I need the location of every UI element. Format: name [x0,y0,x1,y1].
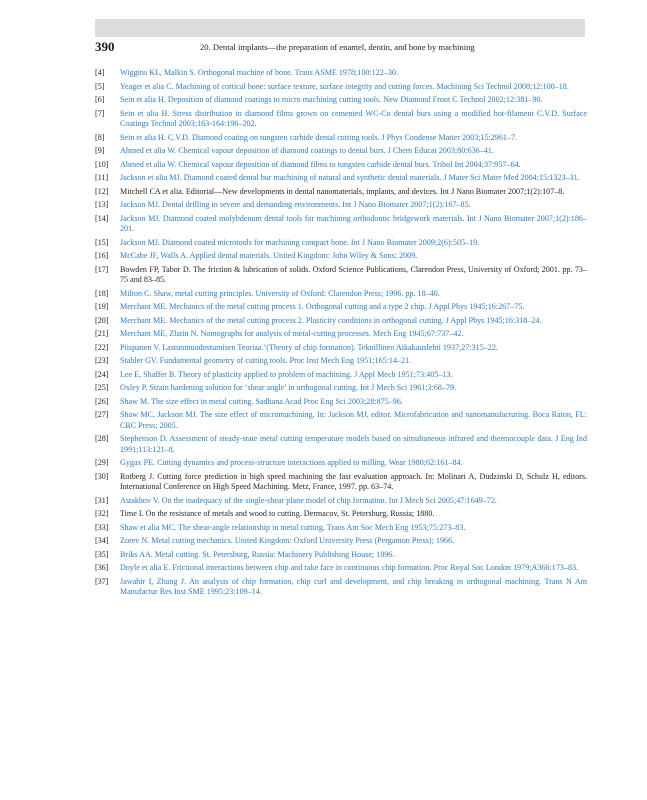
reference-link[interactable]: Ahmed et alia W. Chemical vapour deposition of diamond films to tungsten carbide dental burs. Tribol Int 2004;37:957–64. [120,159,521,169]
reference-item [95,563,587,574]
reference-item [95,289,587,300]
reference-link[interactable]: Jawahir I, Zhang J. An analysis of chip formation, chip curl and development, and chip breaking in orthogonal machining. Trans N Am Manufactur Res Inst SME 1995;23:109–14. [120,576,587,596]
reference-link[interactable]: Jackson MJ. Diamond coated molybdenum dental tools for machining orthodontic bridgework materials. Int J Nano Biomater 2007;1(2):186–201. [120,213,587,233]
reference-number: [31] [95,495,109,505]
reference-number: [10] [95,159,109,169]
reference-text: Rotberg J. Cutting force prediction in high speed machining the fast evaluation approach. In: Molinari A, Dudzinski D, Schulz H, editors. International Conference on High Speed Machining. Metz, France, 1997. pp. 63–74. [120,471,587,491]
reference-link[interactable]: Sein et alia H. Stress distribution in diamond films grown on cemented WC-Co dental burs using a modified hot-filament C.V.D. Surface Coatings Technol 2003;163-164:196–202. [120,108,587,128]
reference-item [95,472,587,493]
reference-link[interactable]: Yeager et alia C. Machining of cortical bone: surface texture, surface integrity and cutting forces. Machining Sci Technol 2008;12:100–18. [120,81,569,91]
reference-number: [22] [95,342,109,352]
reference-number: [6] [95,95,105,104]
reference-link[interactable]: Zorev N. Metal cutting mechanics. United Kingdom: Oxford University Press (Pergamon Press); 1966. [120,536,455,545]
reference-number: [8] [95,132,105,142]
reference-link[interactable]: Lee E, Shaffer B. Theory of plasticity applied to problem of machining. J Appl Mech 1951;73:405–13. [120,369,453,379]
reference-item [95,536,587,547]
reference-item [95,316,587,327]
reference-number: [34] [95,536,109,545]
reference-link[interactable]: Ahmed et alia W. Chemical vapour deposition of diamond coatings to dental burs. J Chem Educat 2003;80:636–41. [120,146,494,155]
reference-link[interactable]: Merchant ME, Zlatin N. Nomographs for analysis of metal-cutting processes. Mech Eng 1945;67:737–42. [120,329,464,338]
reference-item [95,329,587,340]
reference-link[interactable]: Piispanen V. Lastunmuodostumisen Teoriaa.’(Theory of chip formation). Teknillinen Aikakauslehti 1937;27:315–22. [120,342,498,352]
reference-number: [26] [95,396,109,406]
reference-item [95,343,587,354]
reference-item [95,200,587,211]
reference-link[interactable]: McCabe JF, Walls A. Applied dental materials. United Kingdom: John Wiley & Sons; 2009. [120,251,418,260]
reference-number: [18] [95,288,109,298]
reference-number: [37] [95,576,109,586]
reference-number: [25] [95,383,109,392]
reference-link[interactable]: Gygax PE. Cutting dynamics and process-structure interactions applied to milling. Wear 1980;62:161–84. [120,458,463,467]
reference-item [95,133,587,144]
reference-link[interactable]: Sein et alia H. Deposition of diamond coatings to micro machining cutting tools. New Diamond Front C Technol 2002;12:381–90. [120,95,543,104]
reference-item [95,68,587,79]
reference-item [95,550,587,561]
reference-item [95,383,587,394]
reference-number: [20] [95,315,109,325]
reference-number: [29] [95,458,109,467]
reference-item [95,173,587,184]
reference-list [95,68,587,601]
reference-link[interactable]: Milton C. Shaw, metal cutting principles. University of Oxford: Clarendon Press; 1996. pp. 18–46. [120,288,440,298]
reference-item [95,238,587,249]
reference-item [95,95,587,106]
reference-number: [35] [95,549,109,559]
reference-number: [7] [95,108,105,118]
reference-number: [4] [95,68,105,77]
reference-link[interactable]: Merchant ME. Mechanics of the metal cutting process 2. Plasticity conditions in orthogonal cutting. J Appl Phys 1945;16:318–24. [120,315,542,325]
reference-number: [14] [95,213,109,223]
reference-link[interactable]: Jackson MJ. Diamond coated microtools for machining compact bone. Int J Nano Biomater 2009;2(6):505–19. [120,237,480,247]
reference-link[interactable]: Shaw et alia MC. The shear-angle relationship in metal cutting. Trans Am Soc Mech Eng 1953;75:273–83. [120,522,466,532]
reference-item [95,251,587,262]
reference-link[interactable]: Briks AA. Metal cutting. St. Petersburg, Russia: Machinery Publishing House; 1896. [120,549,395,559]
reference-item [95,577,587,598]
reference-item [95,458,587,469]
reference-number: [19] [95,302,109,311]
reference-link[interactable]: Shaw M. The size effect in metal cutting. Sadhana Acad Proc Eng Sci 2003;28:875–96. [120,396,403,406]
reference-link[interactable]: Stephenson D. Assessment of steady-state metal cutting temperature models based on simultaneous infrared and thermocouple data. J Eng Ind 1991;113:121–8. [120,434,587,454]
reference-link[interactable]: Merchant ME. Mechanics of the metal cutting process 1. Orthogonal cutting and a type 2 chip. J Appl Phys 1945;16:267–75. [120,302,525,311]
reference-text: Time I. On the resistance of metals and wood to cutting. Dermacov, St. Petersburg, Russia; 1880. [120,509,435,518]
reference-link[interactable]: Sein et alia H. C.V.D. Diamond coating on tungsten carbide dental cutting tools. J Phys Condense Matter 2003;15:2961–7. [120,132,518,142]
reference-number: [13] [95,200,109,209]
reference-number: [12] [95,186,109,196]
reference-item [95,509,587,520]
reference-item [95,523,587,534]
reference-link[interactable]: Jackson MJ. Dental drilling in severe and demanding environments. Int J Nano Biomater 2007;1(2):167–85. [120,200,471,209]
reference-item [95,187,587,198]
reference-item [95,370,587,381]
reference-text: Bowden FP, Tabor D. The friction & lubrication of solids. Oxford Science Publications, Clarendon Press, University of Oxford; 2001. pp. 73–75 and 83–85. [120,264,587,284]
reference-number: [33] [95,522,109,532]
reference-number: [16] [95,251,109,260]
reference-item [95,146,587,157]
reference-number: [27] [95,410,109,419]
header-bar [95,19,585,37]
reference-number: [30] [95,471,109,481]
reference-link[interactable]: Wiggins KL, Malkin S. Orthogonal machine of bone. Trans ASME 1978;100:122–30. [120,68,399,77]
reference-number: [21] [95,329,109,338]
reference-text: Mitchell CA et alia. Editorial—New developments in dental nanomaterials, implants, and devices. Int J Nano Biomater 2007;1(2):107–8. [120,186,565,196]
reference-number: [36] [95,563,109,572]
reference-item [95,397,587,408]
reference-item [95,160,587,171]
running-head: 20. Dental implants—the preparation of enamel, dentin, and bone by machining [200,42,475,52]
reference-item [95,302,587,313]
reference-link[interactable]: Shaw MC, Jackson MJ. The size effect of micromachining. In: Jackson MJ, editor. Microfabrication and nanomanufacturing. Boca Raton, FL: CRC Press; 2005. [120,410,587,430]
reference-number: [9] [95,146,105,155]
reference-number: [28] [95,434,109,443]
reference-number: [24] [95,369,109,379]
reference-link[interactable]: Astakhov V. On the inadequacy of the single-shear plane model of chip formation. Int J Mech Sci 2005;47:1649–72. [120,495,497,505]
reference-link[interactable]: Jackson et alia MJ. Diamond coated dental bur machining of natural and synthetic dental materials. J Mater Sci Mater Med 2004;15:1323–31. [120,173,580,182]
reference-number: [17] [95,264,109,274]
reference-item [95,214,587,235]
reference-number: [15] [95,237,109,247]
reference-item [95,356,587,367]
reference-item [95,434,587,455]
reference-number: [5] [95,81,105,91]
reference-item [95,109,587,130]
reference-link[interactable]: Doyle et alia E. Frictional interactions between chip and rake face in continuous chip formation. Proc Royal Soc London 1979;A366:173–83. [120,563,579,572]
page-number: 390 [95,39,115,54]
reference-link[interactable]: Stabler GV. Fundamental geometry of cutting tools. Proc Inst Mech Eng 1951;165:14–21. [120,356,412,365]
reference-number: [23] [95,356,109,365]
reference-number: [11] [95,173,109,182]
reference-item [95,265,587,286]
reference-item [95,410,587,431]
reference-item [95,496,587,507]
reference-number: [32] [95,509,109,518]
reference-link[interactable]: Oxley P. Strain hardening solution for ‘shear angle’ in orthogonal cutting. Int J Mech Sci 1961;3:68–79. [120,383,457,392]
reference-item [95,82,587,93]
